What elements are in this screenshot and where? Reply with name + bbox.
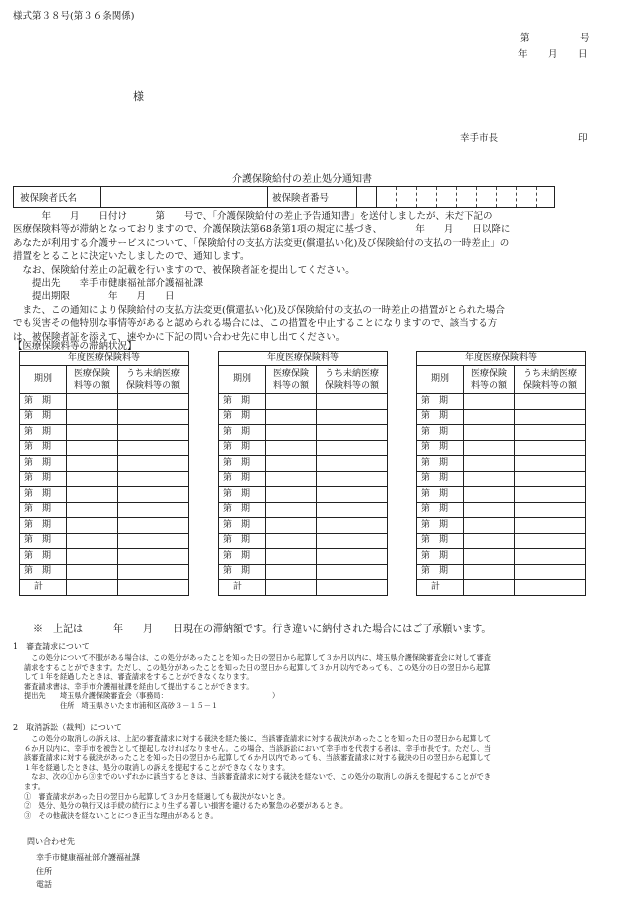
amount-cell	[464, 456, 515, 472]
sec2-line: ます。	[24, 781, 45, 791]
sec1-heading: 1 審査請求について	[13, 642, 90, 651]
contact-heading: 問い合わせ先	[27, 837, 75, 846]
recipient-info-table	[13, 186, 555, 208]
group-header: 年度医療保険料等	[219, 352, 388, 366]
period-label: 第 期	[219, 502, 266, 518]
arrears-note: ※ 上記は 年 月 日現在の滞納額です。行き違いに納付された場合にはご了承願います。	[33, 624, 492, 635]
contact-line: 住所	[36, 866, 52, 876]
group-header: 年度医療保険料等	[417, 352, 586, 366]
col-fee-line: 料等の額	[272, 380, 309, 391]
amount-cell	[118, 518, 189, 534]
sec2-line: １年を経過したときは、処分の取消しの訴えを提起することができなくなります。	[24, 762, 290, 772]
period-row	[20, 533, 189, 549]
sec2-line: ６か月以内に、幸手市を被告として提起しなければなりません。この場合、当該訴訟において幸手市を代表する者は、幸手市長です。ただし、当	[24, 743, 492, 753]
recipient-suffix: 様	[133, 90, 144, 103]
number-cell	[437, 187, 457, 208]
period-label: 第 期	[20, 518, 67, 534]
amount-cell	[317, 518, 388, 534]
sec2-line: 該審査請求に対する裁決があったことを知った日の翌日から起算して６か月以内であっても、当該審査請求に対する裁決の日の翌日から起算して	[24, 753, 492, 763]
period-row	[219, 564, 388, 580]
col-period: 期別	[20, 366, 67, 394]
sec1-line: 請求をすることができます。ただし、この処分があったことを知った日の翌日から起算して３か月以内であっても、この処分の日の翌日から起算	[24, 662, 491, 672]
total-cell	[118, 580, 189, 596]
period-row	[219, 502, 388, 518]
amount-cell	[67, 456, 118, 472]
amount-cell	[464, 440, 515, 456]
col-unpaid-line: うち未納医療	[324, 368, 379, 379]
amount-cell	[317, 425, 388, 441]
amount-cell	[464, 533, 515, 549]
period-row	[20, 409, 189, 425]
period-label: 第 期	[20, 549, 67, 565]
period-label: 第 期	[20, 409, 67, 425]
amount-cell	[118, 502, 189, 518]
body-line: 提出先 幸手市健康福祉部介護福祉課	[13, 278, 204, 290]
contact-line: 幸手市健康福祉部介護福祉課	[36, 853, 140, 862]
period-row	[417, 394, 586, 410]
arrears-table-1	[19, 351, 189, 596]
period-row	[417, 487, 586, 503]
period-label: 第 期	[219, 549, 266, 565]
doc-number-dai: 第	[520, 33, 530, 44]
period-row	[417, 409, 586, 425]
period-row	[417, 440, 586, 456]
period-row	[219, 425, 388, 441]
doc-date-month: 月	[548, 49, 558, 60]
col-unpaid-line: 保険料等の額	[324, 380, 379, 391]
col-unpaid-line: うち未納医療	[125, 368, 180, 379]
amount-cell	[317, 487, 388, 503]
amount-cell	[266, 533, 317, 549]
period-label: 第 期	[417, 502, 464, 518]
body-line: 提出期限 年 月 日	[13, 291, 175, 303]
period-label: 第 期	[417, 425, 464, 441]
col-unpaid	[317, 366, 388, 394]
period-row	[219, 549, 388, 565]
name-field	[101, 187, 268, 208]
sec2-heading: 2 取消訴訟（裁判）について	[13, 723, 122, 732]
number-cell	[377, 187, 397, 208]
amount-cell	[317, 533, 388, 549]
period-row	[20, 471, 189, 487]
period-row	[417, 533, 586, 549]
total-cell	[515, 580, 586, 596]
period-row	[417, 425, 586, 441]
amount-cell	[317, 394, 388, 410]
issuer: 幸手市長	[460, 133, 499, 144]
amount-cell	[118, 533, 189, 549]
period-row	[417, 549, 586, 565]
amount-cell	[118, 487, 189, 503]
amount-cell	[67, 471, 118, 487]
period-row	[219, 533, 388, 549]
body-line: 年 月 日付け 第 号で、「介護保険給付の差止予告通知書」を送付しましたが、未だ下記の	[13, 211, 493, 222]
col-period: 期別	[417, 366, 464, 394]
amount-cell	[266, 394, 317, 410]
period-label: 第 期	[219, 518, 266, 534]
amount-cell	[464, 394, 515, 410]
period-row	[219, 409, 388, 425]
amount-cell	[515, 471, 586, 487]
amount-cell	[464, 502, 515, 518]
contact-line: 電話	[36, 880, 52, 889]
amount-cell	[464, 471, 515, 487]
amount-cell	[515, 502, 586, 518]
period-row	[20, 502, 189, 518]
amount-cell	[266, 518, 317, 534]
body-line: 医療保険料等が滞納となっておりますので、介護保険法第68条第1項の規定に基づき、 年 月 日以降に	[13, 224, 511, 236]
period-label: 第 期	[20, 394, 67, 410]
col-fee-line: 医療保険	[73, 368, 110, 379]
col-fee	[266, 366, 317, 394]
period-row	[20, 394, 189, 410]
period-row	[417, 518, 586, 534]
amount-cell	[266, 564, 317, 580]
amount-cell	[515, 440, 586, 456]
period-row	[20, 487, 189, 503]
period-label: 第 期	[219, 564, 266, 580]
col-unpaid-line: 保険料等の額	[522, 380, 577, 391]
col-fee	[464, 366, 515, 394]
sec1-line: 提出先 埼玉県介護保険審査会（事務局： ）	[24, 691, 280, 701]
document-title: 介護保険給付の差止処分通知書	[232, 174, 372, 185]
amount-cell	[118, 549, 189, 565]
period-row	[20, 564, 189, 580]
period-label: 第 期	[219, 487, 266, 503]
col-unpaid	[515, 366, 586, 394]
period-row	[219, 471, 388, 487]
amount-cell	[67, 440, 118, 456]
amount-cell	[515, 564, 586, 580]
amount-cell	[67, 487, 118, 503]
amount-cell	[118, 409, 189, 425]
period-label: 第 期	[417, 487, 464, 503]
doc-date-day: 日	[578, 49, 588, 60]
col-fee-line: 医療保険	[272, 368, 309, 379]
contact-body	[36, 851, 140, 892]
col-unpaid	[118, 366, 189, 394]
amount-cell	[317, 440, 388, 456]
number-cell	[357, 187, 377, 208]
period-label: 第 期	[417, 409, 464, 425]
number-cell	[537, 187, 555, 208]
amount-cell	[67, 394, 118, 410]
body-text	[13, 210, 510, 344]
amount-cell	[118, 471, 189, 487]
amount-cell	[464, 425, 515, 441]
amount-cell	[118, 394, 189, 410]
period-label: 第 期	[20, 471, 67, 487]
body-line: なお、保険給付差止の記載を行いますので、被保険者証を提出してください。	[13, 264, 355, 276]
arrears-table-3	[416, 351, 586, 596]
number-cell	[477, 187, 497, 208]
total-label: 計	[20, 580, 67, 596]
period-label: 第 期	[219, 456, 266, 472]
amount-cell	[317, 502, 388, 518]
period-rows	[20, 394, 189, 580]
amount-cell	[464, 549, 515, 565]
period-row	[417, 502, 586, 518]
group-header: 年度医療保険料等	[20, 352, 189, 366]
period-label: 第 期	[417, 394, 464, 410]
total-cell	[464, 580, 515, 596]
period-row	[20, 440, 189, 456]
period-row	[417, 471, 586, 487]
body-line: は、被保険者証を添えて、速やかに下記の問い合わせ先に申し出てください。	[13, 331, 346, 343]
total-cell	[317, 580, 388, 596]
sec1-body	[24, 653, 491, 711]
period-row	[219, 394, 388, 410]
col-unpaid-line: 保険料等の額	[125, 380, 180, 391]
amount-cell	[464, 564, 515, 580]
col-fee-line: 医療保険	[470, 368, 507, 379]
seal: 印	[578, 133, 588, 144]
sec1-line: 住所 埼玉県さいたま市浦和区高砂３－１５－１	[24, 700, 219, 710]
amount-cell	[266, 425, 317, 441]
amount-cell	[266, 471, 317, 487]
amount-cell	[67, 409, 118, 425]
body-line: でも災害その他特別な事情等があると認められる場合には、この措置を中止することになりますので、該当する方	[13, 318, 498, 330]
period-label: 第 期	[219, 440, 266, 456]
form-id: 様式第３８号(第３６条関係)	[13, 11, 135, 22]
number-cell	[397, 187, 417, 208]
sec1-line: この処分について不服がある場合は、この処分があったことを知った日の翌日から起算して３か月以内に、埼玉県介護保険審査会に対して審査	[24, 653, 491, 662]
amount-cell	[317, 409, 388, 425]
sec2-line: ③ その他裁決を経ないことにつき正当な理由があるとき。	[24, 810, 218, 820]
sec2-line: ② 処分、処分の執行又は手続の続行により生ずる著しい損害を避けるため緊急の必要があるとき。	[24, 801, 348, 811]
amount-cell	[266, 549, 317, 565]
period-row	[20, 456, 189, 472]
total-cell	[67, 580, 118, 596]
amount-cell	[266, 456, 317, 472]
amount-cell	[317, 549, 388, 565]
period-label: 第 期	[417, 440, 464, 456]
sec2-line: なお、次の①から③までのいずれかに該当するときは、当該審査請求に対する裁決を経ないで、この処分の取消しの訴えを提起することができ	[24, 772, 492, 782]
sec2-line: この処分の取消しの訴えは、上記の審査請求に対する裁決を経た後に、当該審査請求に対する裁決があったことを知った日の翌日から起算して	[24, 734, 492, 743]
amount-cell	[464, 487, 515, 503]
amount-cell	[118, 425, 189, 441]
amount-cell	[515, 425, 586, 441]
period-label: 第 期	[219, 533, 266, 549]
period-label: 第 期	[219, 425, 266, 441]
period-row	[20, 549, 189, 565]
period-label: 第 期	[219, 409, 266, 425]
amount-cell	[515, 549, 586, 565]
period-row	[20, 518, 189, 534]
amount-cell	[317, 564, 388, 580]
period-label: 第 期	[417, 549, 464, 565]
amount-cell	[317, 456, 388, 472]
period-row	[219, 456, 388, 472]
amount-cell	[266, 502, 317, 518]
period-label: 第 期	[219, 394, 266, 410]
amount-cell	[515, 518, 586, 534]
amount-cell	[67, 502, 118, 518]
amount-cell	[67, 533, 118, 549]
amount-cell	[67, 549, 118, 565]
period-label: 第 期	[20, 533, 67, 549]
amount-cell	[266, 409, 317, 425]
period-label: 第 期	[20, 440, 67, 456]
col-fee	[67, 366, 118, 394]
period-label: 第 期	[20, 487, 67, 503]
amount-cell	[464, 518, 515, 534]
col-fee-line: 料等の額	[470, 380, 507, 391]
amount-cell	[515, 487, 586, 503]
doc-number-go: 号	[580, 33, 590, 44]
amount-cell	[67, 518, 118, 534]
number-cell	[417, 187, 437, 208]
section-title: 【医療保険料等の滞納状況】	[13, 341, 137, 352]
col-period: 期別	[219, 366, 266, 394]
doc-date-year: 年	[518, 49, 528, 60]
period-row	[219, 487, 388, 503]
amount-cell	[515, 456, 586, 472]
amount-cell	[515, 533, 586, 549]
sec1-line: 審査請求書は、幸手市介護福祉課を経由して提出することができます。	[24, 681, 254, 691]
sec2-body	[24, 734, 491, 820]
number-label: 被保険者番号	[268, 187, 357, 208]
body-line: 措置をとることに決定いたしましたので、通知します。	[13, 251, 250, 263]
period-label: 第 期	[20, 456, 67, 472]
period-label: 第 期	[417, 564, 464, 580]
total-label: 計	[417, 580, 464, 596]
period-rows	[219, 394, 388, 580]
amount-cell	[67, 564, 118, 580]
number-cell	[457, 187, 477, 208]
total-label: 計	[219, 580, 266, 596]
amount-cell	[515, 394, 586, 410]
amount-cell	[118, 456, 189, 472]
body-line: また、この通知により保険給付の支払方法変更(償還払い化)及び保険給付の支払の一時差止の措置がとられた場合	[13, 304, 505, 316]
period-label: 第 期	[20, 425, 67, 441]
number-cell	[497, 187, 517, 208]
period-row	[219, 518, 388, 534]
period-label: 第 期	[417, 518, 464, 534]
period-label: 第 期	[20, 564, 67, 580]
amount-cell	[317, 471, 388, 487]
sec2-line: ① 審査請求があった日の翌日から起算して３か月を経過しても裁決がないとき。	[24, 791, 290, 801]
period-row	[20, 425, 189, 441]
period-row	[417, 456, 586, 472]
period-label: 第 期	[417, 533, 464, 549]
amount-cell	[266, 487, 317, 503]
amount-cell	[118, 440, 189, 456]
sec1-line: して１年を経過したときは、審査請求をすることができなくなります。	[24, 672, 254, 682]
amount-cell	[515, 409, 586, 425]
body-line: あなたが利用する介護サービスについて、「保険給付の支払方法変更(償還払い化)及び保険給付の支払の一時差止」の	[13, 237, 510, 249]
total-cell	[266, 580, 317, 596]
col-fee-line: 料等の額	[73, 380, 110, 391]
amount-cell	[464, 409, 515, 425]
period-rows	[417, 394, 586, 580]
amount-cell	[67, 425, 118, 441]
number-cell	[517, 187, 537, 208]
col-unpaid-line: うち未納医療	[522, 368, 577, 379]
period-label: 第 期	[417, 471, 464, 487]
arrears-table-2	[218, 351, 388, 596]
period-label: 第 期	[219, 471, 266, 487]
period-row	[417, 564, 586, 580]
amount-cell	[118, 564, 189, 580]
name-label: 被保険者氏名	[14, 187, 101, 208]
period-label: 第 期	[20, 502, 67, 518]
period-label: 第 期	[417, 456, 464, 472]
amount-cell	[266, 440, 317, 456]
period-row	[219, 440, 388, 456]
